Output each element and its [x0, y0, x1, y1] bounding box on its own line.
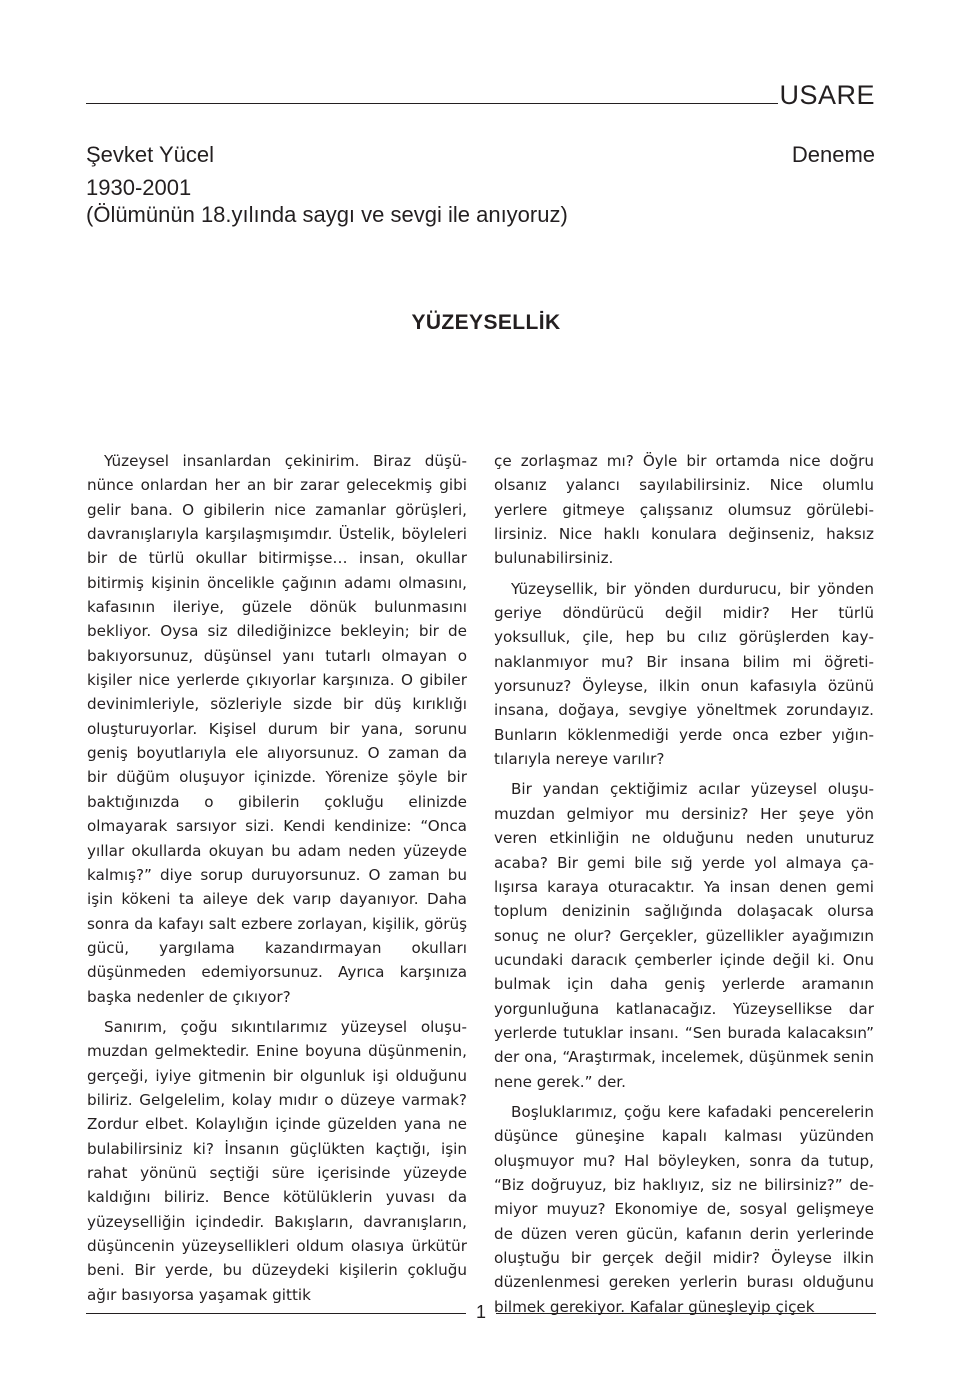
memorial-note: (Ölümünün 18.yılında saygı ve sevgi ile anıyoruz) [86, 202, 568, 227]
paragraph: Yüzeysellik, bir yönden durdurucu, bir yönden geriye döndürücü değil midir? Her türlü yoksulluk, çile, hep bu cılız görüşlerden kaynaklanmıyor mu? Bir insana bilim mi öğretiyorsunuz? Öyleyse, ilkin onun kafasıyla özünü insana, doğaya, sevgiye yöneltmek zorundayız. Bunların köklenmediği yerde onca ezber yığıntılarıyla nereye varılır? [494, 579, 874, 769]
paragraph: Yüzeysel insanlardan çekinirim. Biraz düşününce onlardan her an bir zarar gelecekmiş gibi gelir bana. O gibilerin nice zamanlar görüşleri, davranışlarıyla karşılaşmışımdır. Üstelik, böyleleri bir de türlü okullar bitirmişse… insan, okullar bitirmiş kişinin öncelikle çağının adamı olmasını, kafasının ileriye, güzele dönük bulunmasını bekliyor. Oysa siz dilediğinizce bekleyin; bir de bakıyorsunuz, düşünsel yanı tutarlı olmayan o kişiler nice yerlerde çıkıyorlar karşınıza. O gibiler devinimleriyle, sözleriyle sizde bir düş kırıklığı oluşturuyorlar. Kişisel durum bir yana, sorunu geniş boyutlarıyla ele alıyorsunuz. O zaman da bir düğüm oluşuyor içinizde. Yörenize şöyle bir baktığınızda o gibilerin çokluğu elinizde olmayarak sarsıyor sizi. Kendi kendinize: “Onca yıllar okullarda okuyan bu adam neden yüzeyde kalmış?” diye sorup duruyorsunuz. O zaman bu işin kökeni ta aileye dek varıp dayanıyor. Daha sonra da kafayı salt ezbere zorlayan, kişilik, görüş gücü, yargılama kazandırmayan okulları düşünmeden edemiyorsunuz. Ayrıca karşınıza başka nedenler de çıkıyor? [87, 452, 467, 1006]
author-years: 1930-2001 [86, 175, 192, 200]
genre-label: Deneme [791, 142, 875, 167]
paragraph: Boşluklarımız, çoğu kere kafadaki pencerelerin düşünce güneşine kapalı kalması yüzünden oluşmuyor mu? Hal böyleyken, sonra da tutup, “Biz doğruyuz, biz haklıyız, siz ne bilirsiniz?” demiyor muyuz? Ekonomiye de, sosyal gelişmeye de düzen veren gücün, kafanın derin yerlerinde oluştuğu bir gerçek değil midir? Öyleyse ilkin düzenlenmesi gereken yerlerin burası olduğunu bilmek gerekiyor. Kafalar güneşleyip çiçek [494, 1102, 874, 1316]
article-title: YÜZEYSELLİK [411, 311, 561, 334]
paragraph: çe zorlaşmaz mı? Öyle bir ortamda nice doğru olsanız yalancı sayılabilirsiniz. Nice olumlu yerlere gitmeye çalışsanız olumsuz görülebilirsiniz. Nice haklı konulara değinseniz, haksız bulunabilirsiniz. [494, 452, 874, 568]
journal-name: USARE [779, 80, 875, 110]
page-number: 1 [475, 1302, 486, 1322]
author-name: Şevket Yücel [86, 142, 215, 167]
right-column [494, 449, 874, 1319]
paragraph: Bir yandan çektiğimiz acılar yüzeysel oluşumuzdan gelmiyor mu dersiniz? Her şeye yön veren etkinliğin ne olduğunu neden unuturuz acaba? Bir gemi bile sığ yerde yol almaya çalışırsa karaya oturacaktır. Ya insan denen gemi toplum denizinin sağlığında dolaşacak olursa sonuç ne olur? Gerçekler, güzellikler ayağımızın ucundaki daracık çemberler içinde değil ki. Onu bulmak için daha geniş yerlerde aramanın yorgunluğuna katlanacağız. Yüzeysellikse dar yerlerde tutuklar insanı. “Sen burada kalacaksın” der ona, “Araştırmak, incelemek, düşünmek senin nene gerek.” der. [494, 780, 874, 1091]
paragraph: Sanırım, çoğu sıkıntılarımız yüzeysel oluşumuzdan gelmektedir. Enine boyuna düşünmenin, gerçeği, iyiye gitmenin bir olgunluk işi olduğunu biliriz. Gelgelelim, kolay mıdır o düzeye varmak? Zordur elbet. Kolaylığın içinde güzelden yana ne bulabilirsiniz ki? İnsanın güçlükten kaçtığı, işin rahat yönünü seçtiği süre içerisinde yüzeyde kaldığını biliriz. Bence kötülüklerin yuvası da yüzeyselliğin içindedir. Bakışların, davranışların, düşüncenin yüzeysellikleri oldum olasıya ürkütür beni. Bir yerde, bu düzeydeki kişilerin çokluğu ağır basıyorsa yaşamak gittik [87, 1017, 467, 1304]
header-rule [86, 103, 778, 104]
left-column [87, 449, 467, 1307]
footer-rule-right [496, 1313, 876, 1314]
